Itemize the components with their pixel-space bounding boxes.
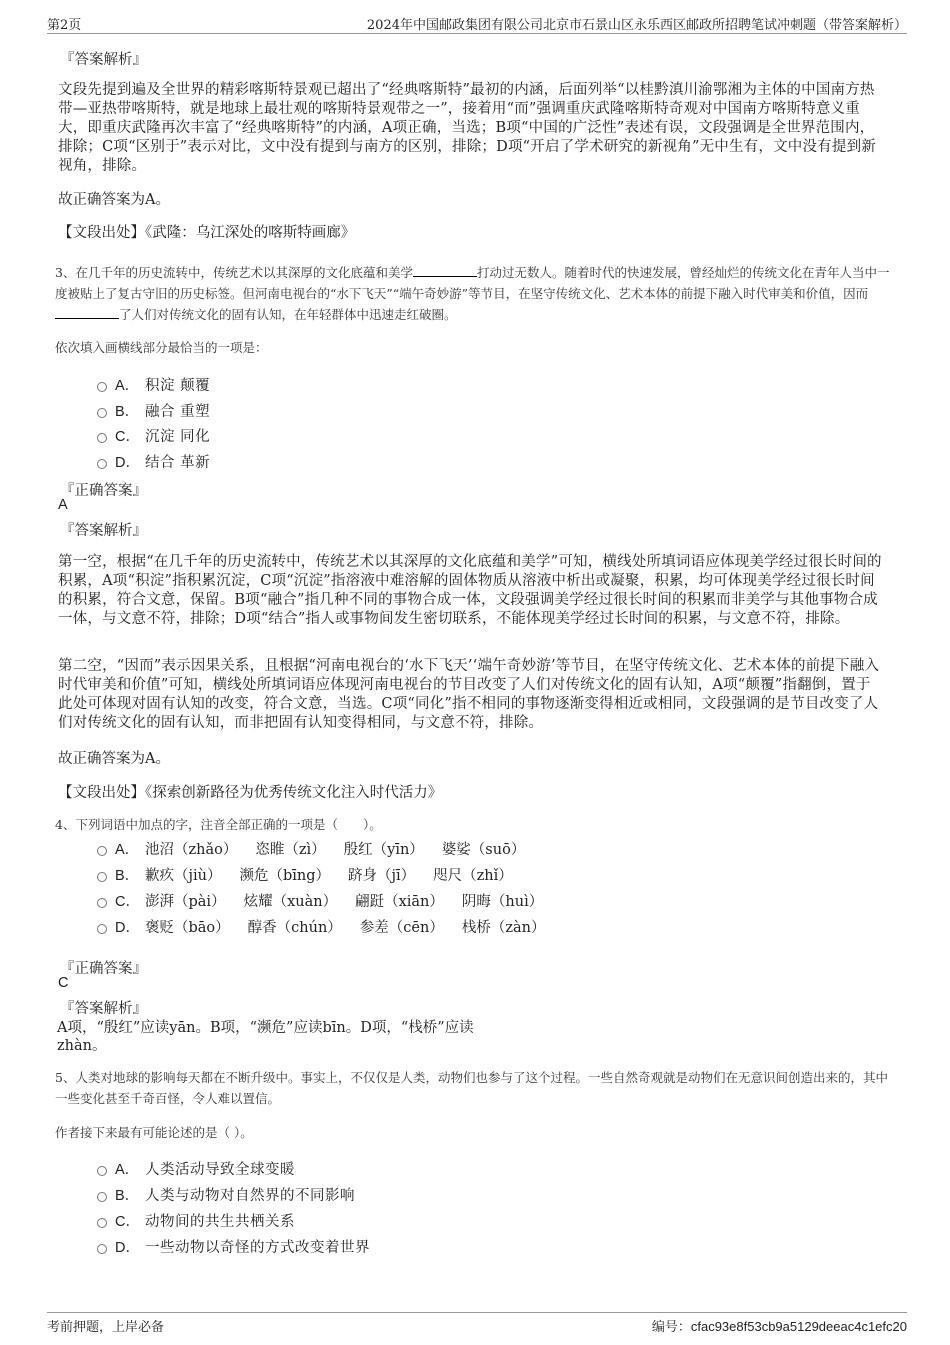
radio-icon[interactable] bbox=[97, 433, 107, 443]
q4-answer-label: 『正确答案』 bbox=[60, 961, 147, 977]
document-title: 2024年中国邮政集团有限公司北京市石景山区永乐西区邮政所招聘笔试冲刺题（带答案解析） bbox=[366, 18, 907, 33]
radio-icon[interactable] bbox=[97, 1244, 107, 1254]
footer-slogan: 考前押题，上岸必备 bbox=[47, 1320, 165, 1335]
q3-source: 【文段出处】《探索创新路径为优秀传统文化注入时代活力》 bbox=[58, 785, 443, 801]
q4-answer: C bbox=[58, 975, 69, 991]
q3-analysis-p1: 第一空，根据“在几千年的历史流转中，传统艺术以其深厚的文化底蕴和美学”可知，横线处所填词语应体现美学经过很长时间的积累，A项“积淀”指积累沉淀，C项“沉淀”指溶液中难溶解的固体物质从溶液中析出或凝聚，积累，均可体现美学经过很长时间的积累，符合文意，保留。B项“融合”指几种不同的事物合成一体，文段强调美学经过很长时间的积累而非美学与其他事物合成一体，与文意不符，排除；D项“结合”指人或事物间发生密切联系，不能体现美学经过长时间的积累，与文意不符，排除。 bbox=[58, 554, 882, 627]
q3-analysis-p2: 第二空，“因而”表示因果关系，且根据“河南电视台的‘水下飞天’‘端午奇妙游’等节目，在坚守传统文化、艺术本体的前提下融入时代审美和价值”可知，横线处所填词语应体现河南电视台的节目改变了人们对传统文化的固有认知，A项“颠覆”指翻倒，置于此处可体现对固有认知的改变，符合文意，当选。C项“同化”指不相同的事物逐渐变得相近或相同，文段强调的是节目改变了人们对传统文化的固有认知，而非把固有认知变得相同，与文意不符，排除。 bbox=[58, 658, 880, 731]
page-header bbox=[47, 12, 907, 34]
radio-icon[interactable] bbox=[97, 1166, 107, 1176]
q3-option-a[interactable]: A． 积淀 颠覆 bbox=[97, 374, 210, 395]
blank-2 bbox=[55, 318, 119, 319]
q2-source: 【文段出处】《武隆：乌江深处的喀斯特画廊》 bbox=[58, 225, 356, 241]
q5-instruction: 作者接下来最有可能论述的是（ ）。 bbox=[55, 1125, 253, 1140]
q2-analysis-text: 文段先提到遍及全世界的精彩喀斯特景观已超出了“经典喀斯特”最初的内涵，后面列举“以桂黔滇川渝鄂湘为主体的中国南方热带—亚热带喀斯特，就是地球上最壮观的喀斯特景观带之一”，接着用“而”强调重庆武隆喀斯特奇观对中国南方喀斯特意义重大，即重庆武隆再次丰富了“经典喀斯特”的内涵，A项正确，当选；B项“中国的广泛性”表述有误，文段强调是全世界范围内，排除；C项“区别于”表示对比，文中没有提到与南方的区别，排除；D项“开启了学术研究的新视角”无中生有，文中没有提到新视角，排除。 bbox=[58, 82, 876, 174]
q3-option-b[interactable]: B． 融合 重塑 bbox=[97, 400, 210, 421]
radio-icon[interactable] bbox=[97, 872, 107, 882]
q3-answer: A bbox=[58, 497, 68, 513]
q5-option-c[interactable]: C． 动物间的共生共栖关系 bbox=[97, 1210, 295, 1231]
q4-option-b[interactable]: B． 歉疚（jiù） 濒危（bīng） 跻身（jī） 咫尺（zhǐ） bbox=[97, 864, 531, 885]
radio-icon[interactable] bbox=[97, 898, 107, 908]
radio-icon[interactable] bbox=[97, 1218, 107, 1228]
q4-option-d[interactable]: D． 褒贬（bāo） 醇香（chún） 参差（cēn） 栈桥（zàn） bbox=[97, 916, 563, 937]
q4-analysis-line1: A项，“殷红”应读yān。B项，“濒危”应读bīn。D项，“栈桥”应读 bbox=[57, 1020, 474, 1036]
radio-icon[interactable] bbox=[97, 846, 107, 856]
q3-option-c[interactable]: C． 沉淀 同化 bbox=[97, 425, 210, 446]
page-number: 第2页 bbox=[47, 18, 82, 33]
q4-stem: 4、下列词语中加点的字，注音全部正确的一项是（ ）。 bbox=[55, 817, 382, 832]
q4-option-a[interactable]: A． 池沼（zhǎo） 恣睢（zì） 殷红（yīn） 婆娑（suō） bbox=[97, 838, 543, 859]
blank-1 bbox=[413, 276, 477, 277]
q3-instruction: 依次填入画横线部分最恰当的一项是： bbox=[55, 340, 268, 355]
radio-icon[interactable] bbox=[97, 408, 107, 418]
q5-option-b[interactable]: B． 人类与动物对自然界的不同影响 bbox=[97, 1184, 355, 1205]
q3-answer-label: 『正确答案』 bbox=[60, 483, 147, 499]
radio-icon[interactable] bbox=[97, 1192, 107, 1202]
radio-icon[interactable] bbox=[97, 924, 107, 934]
q3-option-d[interactable]: D． 结合 革新 bbox=[97, 451, 210, 472]
q2-analysis-label: 『答案解析』 bbox=[60, 52, 147, 68]
q4-analysis-line2: zhàn。 bbox=[57, 1038, 107, 1054]
q3-conclusion: 故正确答案为A。 bbox=[58, 751, 170, 767]
q5-option-a[interactable]: A． 人类活动导致全球变暖 bbox=[97, 1158, 295, 1179]
q4-option-c[interactable]: C． 澎湃（pài） 炫耀（xuàn） 翩跹（xiān） 阴晦（huì） bbox=[97, 890, 561, 911]
q2-conclusion: 故正确答案为A。 bbox=[58, 192, 170, 208]
radio-icon[interactable] bbox=[97, 382, 107, 392]
q5-option-d[interactable]: D． 一些动物以奇怪的方式改变着世界 bbox=[97, 1236, 370, 1257]
page-footer bbox=[47, 1312, 907, 1334]
q3-stem: 3、在几千年的历史流转中，传统艺术以其深厚的文化底蕴和美学 打动过无数人。随着时代的快速发展，曾经灿烂的传统文化在青年人当中一度被贴上了复古守旧的历史标签。但河南电视台的“水下飞天”“端午奇妙游”等节目，在坚守传统文化、艺术本体的前提下融入时代审美和价值，因而了人们对传统文化的固有认知，在年轻群体中迅速走红破圈。 bbox=[55, 265, 890, 322]
q3-analysis-label: 『答案解析』 bbox=[60, 523, 147, 539]
radio-icon[interactable] bbox=[97, 459, 107, 469]
q5-stem: 5、人类对地球的影响每天都在不断升级中。事实上，不仅仅是人类，动物们也参与了这个过程。一些自然奇观就是动物们在无意识间创造出来的，其中一些变化甚至千奇百怪，令人难以置信。 bbox=[55, 1070, 888, 1106]
document-id: 编号：cfac93e8f53cb9a5129deeac4c1efc20 bbox=[651, 1319, 907, 1334]
q4-analysis-label: 『答案解析』 bbox=[60, 1001, 147, 1017]
